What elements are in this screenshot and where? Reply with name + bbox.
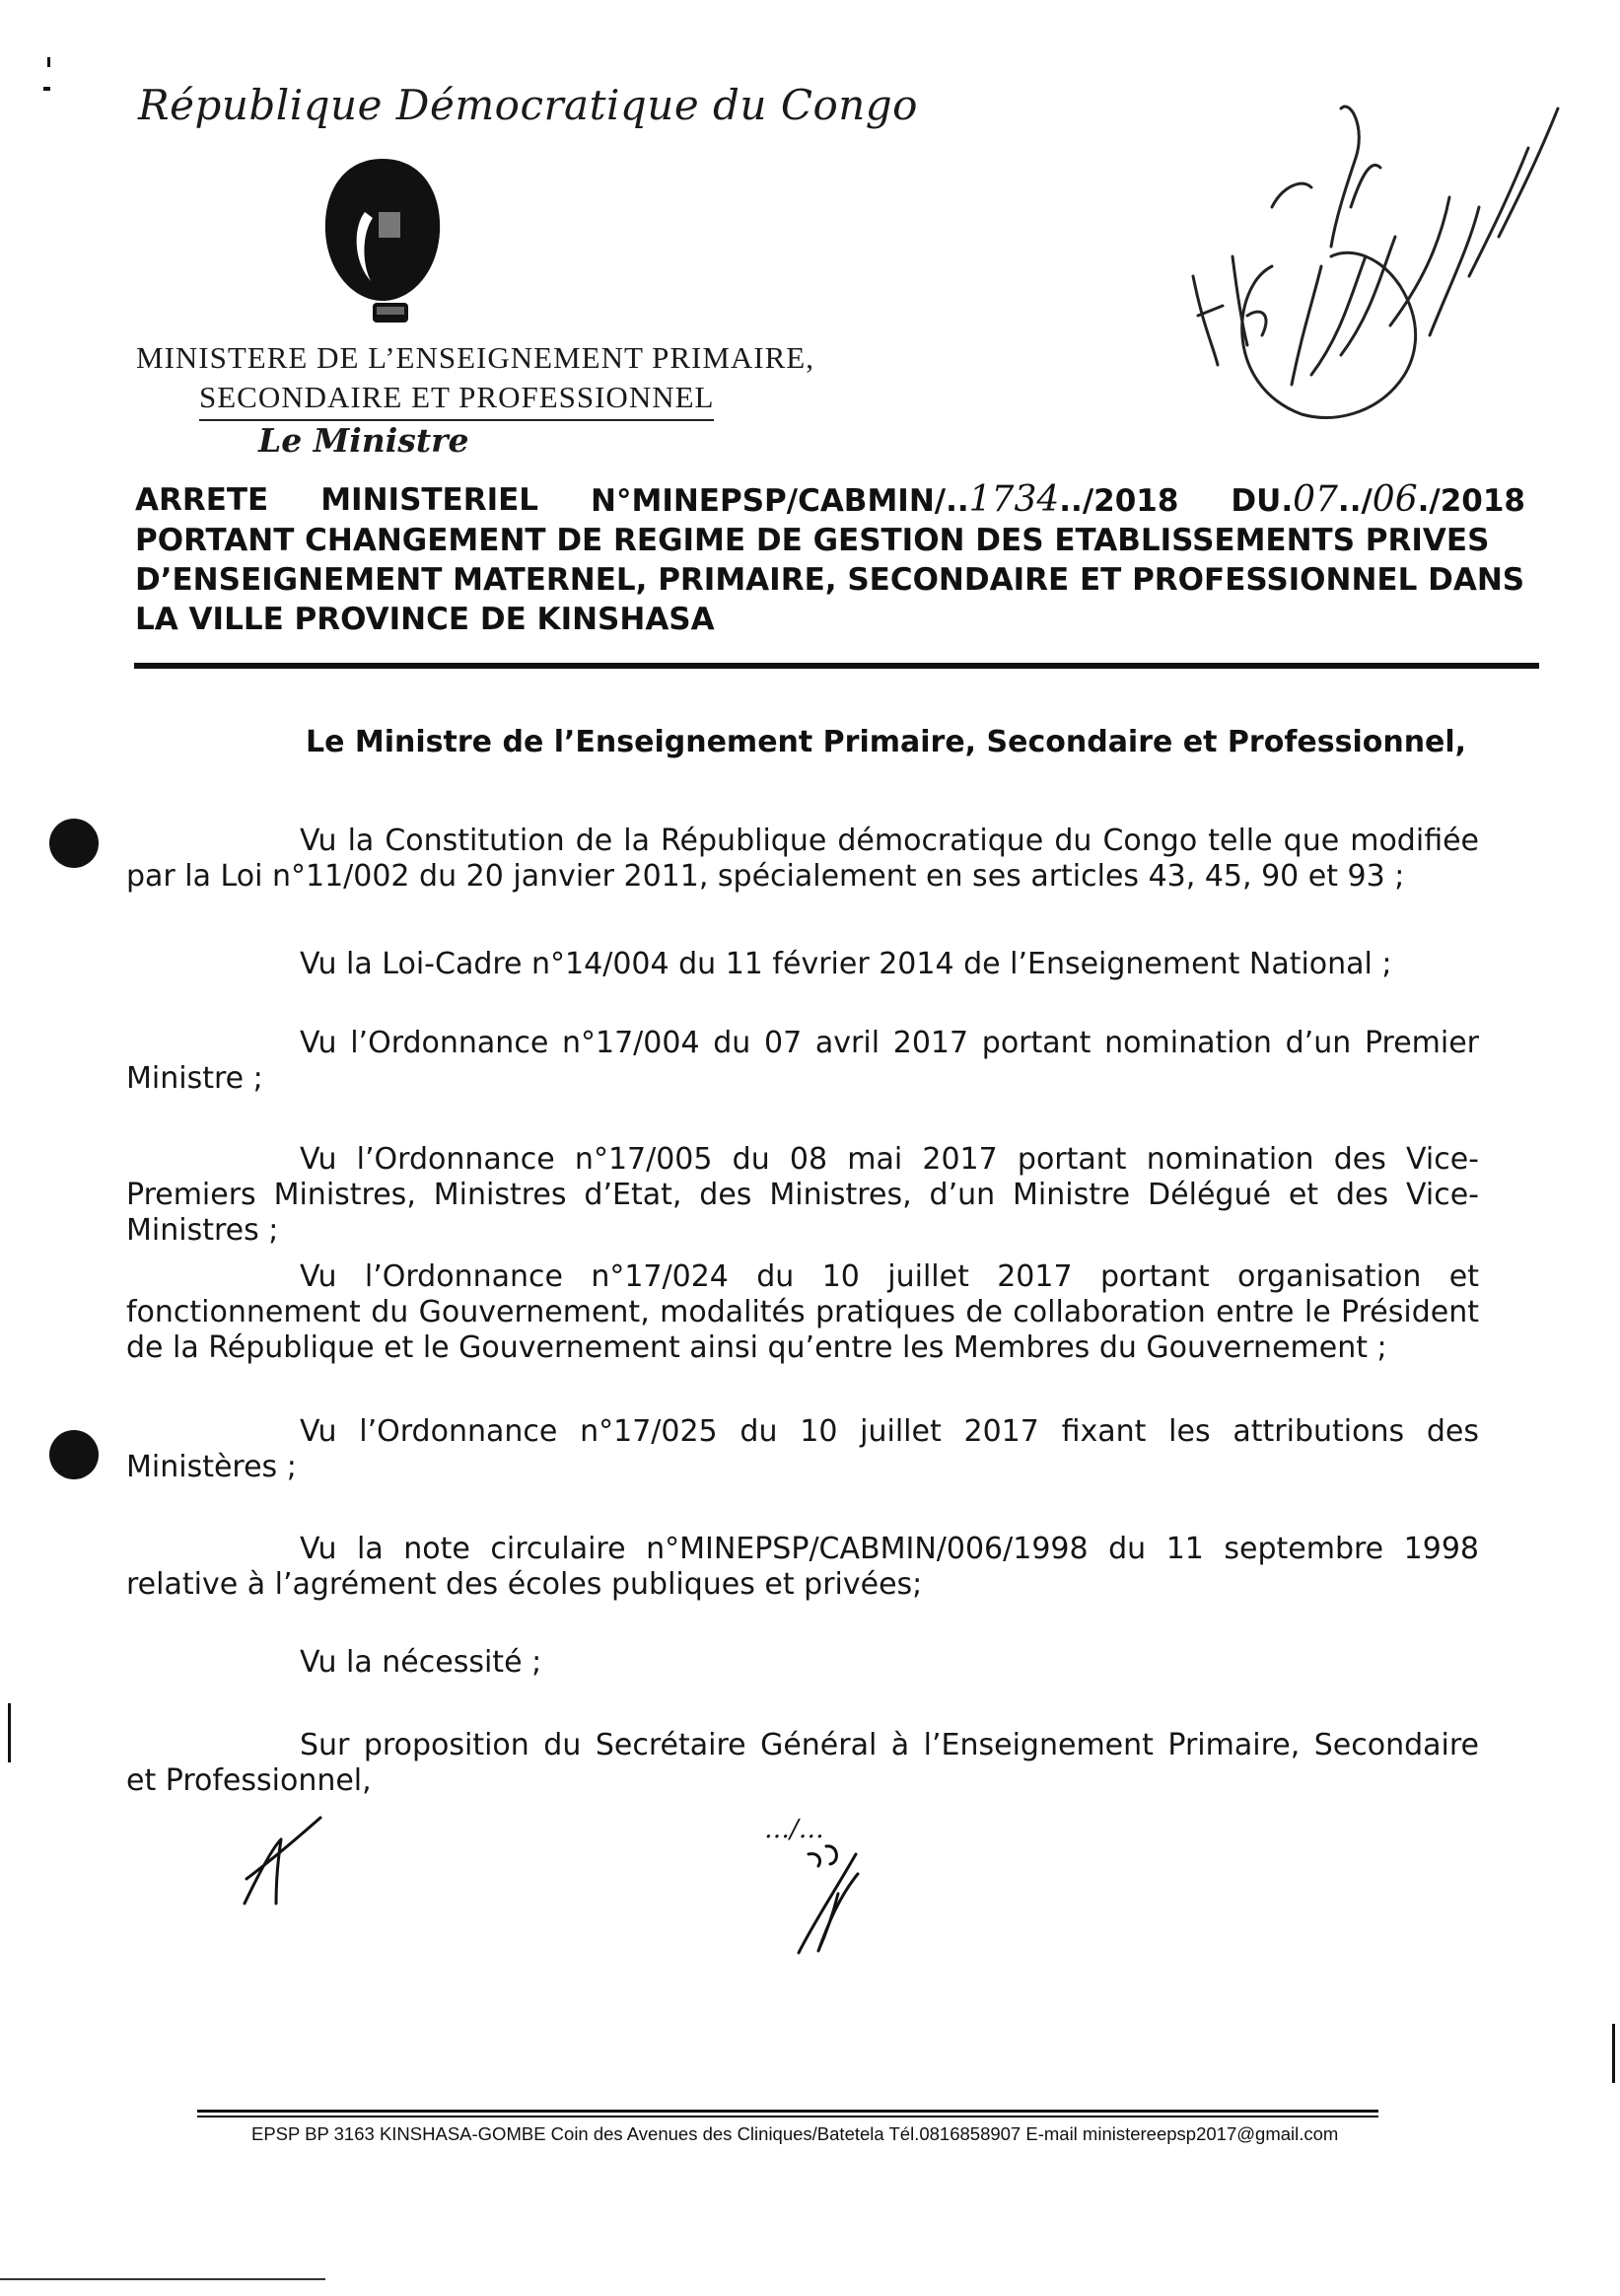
visa-paragraph — [126, 1532, 1479, 1603]
scan-mark — [47, 57, 50, 67]
title-divider — [134, 663, 1539, 669]
title-line-3: D’ENSEIGNEMENT MATERNEL, PRIMAIRE, SECONDAIRE ET PROFESSIONNEL DANS — [135, 562, 1525, 598]
title-line-4: LA VILLE PROVINCE DE KINSHASA — [135, 602, 715, 637]
handwritten-month: 06 — [1372, 479, 1418, 520]
paragraph-text: Vu la note circulaire n°MINEPSP/CABMIN/006/1998 du 11 septembre 1998 relative à l’agrément des écoles publiques et privées; — [126, 1532, 1479, 1602]
scan-mark — [43, 87, 50, 91]
le-ministre-signature-line: Le Ministre — [258, 421, 469, 460]
coat-of-arms-emblem — [314, 153, 452, 330]
paragraph-text: Vu la Constitution de la République démocratique du Congo telle que modifiée par la Loi n°11/002 du 20 janvier 2011, spécialement en ses articles 43, 45, 90 et 93 ; — [126, 824, 1479, 894]
title-line-2: PORTANT CHANGEMENT DE REGIME DE GESTION DES ETABLISSEMENTS PRIVES — [135, 523, 1490, 558]
footer-rule — [197, 2110, 1378, 2113]
number-year: /2018 — [1082, 483, 1179, 519]
visa-paragraph — [126, 1414, 1479, 1485]
footer-address: EPSP BP 3163 KINSHASA-GOMBE Coin des Avenues des Cliniques/Batetela Tél.0816858907 E-mail ministereepsp2017@gmail.com — [251, 2123, 1339, 2144]
handwritten-number: 1734 — [968, 479, 1060, 520]
minister-heading: Le Ministre de l’Enseignement Primaire, Secondaire et Professionnel, — [306, 725, 1467, 759]
ministry-name-line2: SECONDAIRE ET PROFESSIONNEL — [199, 380, 714, 421]
continuation-mark: …/… — [764, 1815, 824, 1844]
visa-paragraph — [126, 1142, 1479, 1249]
punch-hole — [49, 819, 99, 868]
arrete-title — [135, 480, 1525, 639]
scan-edge-mark — [1612, 2024, 1615, 2083]
handwritten-day: 07 — [1293, 479, 1338, 520]
republic-heading: République Démocratique du Congo — [138, 81, 918, 129]
paragraph-text: Vu l’Ordonnance n°17/004 du 07 avril 2017 portant nomination d’un Premier Ministre ; — [126, 1026, 1479, 1096]
title-line-1 — [135, 480, 1525, 521]
date-du: DU — [1231, 483, 1282, 519]
visa-paragraph — [126, 824, 1479, 895]
visa-paragraph — [126, 947, 1479, 982]
scan-edge-mark — [8, 1703, 11, 1762]
handwritten-annotation — [1154, 89, 1578, 464]
date-year-tail: 2018 — [1440, 483, 1525, 519]
footer-rule — [197, 2116, 1378, 2117]
paragraph-text: Vu la Loi-Cadre n°14/004 du 11 février 2014 de l’Enseignement National ; — [300, 947, 1392, 981]
visa-paragraph — [126, 1259, 1479, 1366]
paragraph-text: Vu l’Ordonnance n°17/024 du 10 juillet 2017 portant organisation et fonctionnement du Gouvernement, modalités pratiques de collaboration entre le Président de la République et le Gouvernement ainsi qu’entre les Membres du Gouvernement ; — [126, 1259, 1479, 1365]
paragraph-text: Sur proposition du Secrétaire Général à l’Enseignement Primaire, Secondaire et Professionnel, — [126, 1728, 1479, 1798]
initials-paraphe — [227, 1810, 335, 1908]
scan-bottom-line — [0, 2278, 325, 2280]
paragraph-text: Vu la nécessité ; — [300, 1645, 542, 1680]
paragraph-text: Vu l’Ordonnance n°17/025 du 10 juillet 2017 fixant les attributions des Ministères ; — [126, 1414, 1479, 1484]
title-number: N°MINEPSP/CABMIN/..1734../2018 — [591, 479, 1179, 520]
initials-paraphe-2 — [779, 1834, 868, 1963]
title-date: DU.07../06./2018 — [1231, 479, 1525, 520]
ministry-name-line1: MINISTERE DE L’ENSEIGNEMENT PRIMAIRE, — [136, 340, 814, 375]
visa-paragraph — [126, 1645, 1479, 1681]
visa-paragraph — [126, 1026, 1479, 1097]
visa-paragraph — [126, 1728, 1479, 1799]
title-ministeriel: MINISTERIEL — [320, 482, 539, 518]
number-prefix: N°MINEPSP/CABMIN/ — [591, 483, 947, 519]
punch-hole — [49, 1430, 99, 1479]
title-arrete: ARRETE — [135, 482, 269, 518]
paragraph-text: Vu l’Ordonnance n°17/005 du 08 mai 2017 portant nomination des Vice-Premiers Ministres, Ministres d’Etat, des Ministres, d’un Ministre Délégué et des Vice-Ministres ; — [126, 1142, 1479, 1248]
